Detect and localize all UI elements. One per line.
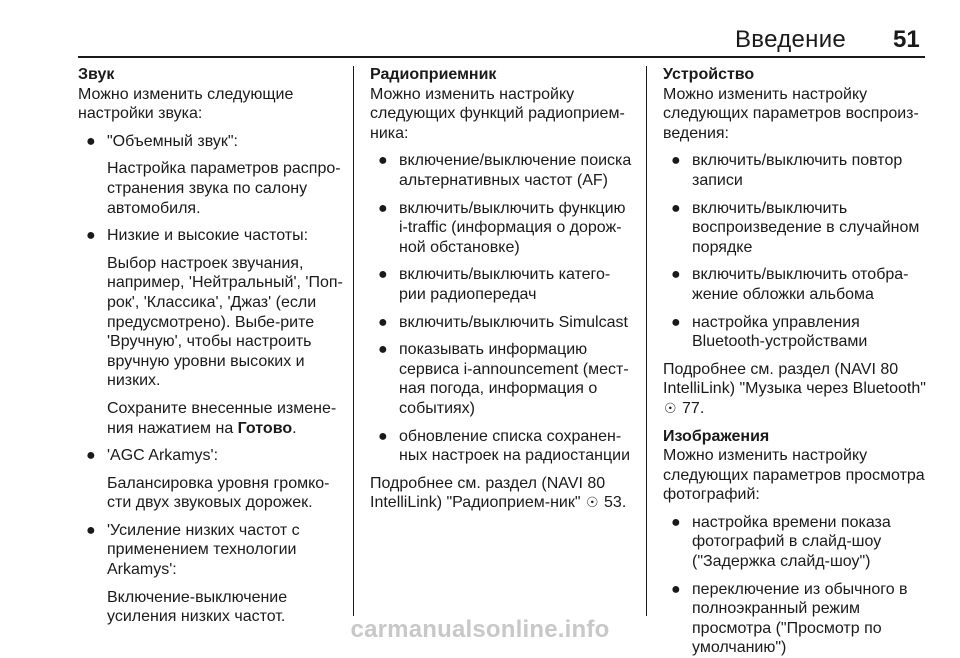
list-item-text: включить/выключить функцию i-traffic (информация о дорож-ной обстановке) [399,199,626,256]
column-device [663,65,929,658]
bullet: ● [378,427,388,445]
list-item-title: 'Усиление низких частот с применением технологии Arkamys': [107,521,300,579]
list-item-text: включить/выключить катего-рии радиопередач [399,266,611,303]
bullet: ● [378,341,388,359]
bullet: ● [378,266,388,284]
bullet: ● [671,152,681,170]
list-item [370,427,636,466]
list-item [78,226,348,438]
list-item-title: 'AGC Arkamys': [107,447,219,465]
section-intro-sound: Можно изменить следующие настройки звука: [78,85,294,123]
list-item-text: включение/выключение поиска альтернативных частот (AF) [399,152,632,189]
list-item [78,446,348,513]
page-number: 51 [893,26,920,53]
list-item-title: "Объемный звук": [107,132,238,150]
footer-watermark[interactable]: carmanualsonline.info [350,616,610,643]
section-heading-sound: Звук [78,66,115,83]
list-item [78,132,348,218]
section-intro-images: Можно изменить настройку следующих параметров просмотра фотографий: [663,447,925,504]
list-item [370,340,636,418]
cross-reference-text: Подробнее см. раздел (NAVI 80 IntelliLink) "Музыка через Bluetooth" [663,360,926,398]
page-reference-icon: ☉ [586,494,599,511]
bullet: ● [86,132,96,150]
list-item-text: включить/выключить повтор записи [692,152,903,189]
header-rule [78,56,925,58]
done-label: Готово [237,419,293,437]
bullet: ● [378,199,388,217]
list-item-text: настройка времени показа фотографий в слайд-шоу ("Задержка слайд-шоу") [692,513,891,571]
column-divider-1 [353,66,354,616]
bullet: ● [86,227,96,245]
bullet: ● [86,447,96,465]
list-item [370,199,636,258]
list-item [663,199,929,258]
list-item-text: включить/выключить воспроизведение в случайном порядке [692,199,920,256]
list-item [663,265,929,304]
bullet: ● [671,199,681,217]
list-item [370,151,636,190]
page-header-title: Введение [735,26,847,53]
list-item-text: включить/выключить Simulcast [399,313,628,331]
list-item-text: включить/выключить отобра-жение обложки альбома [692,266,909,303]
section-heading-radio: Радиоприемник [370,66,497,83]
list-item [370,313,636,333]
list-item-text: переключение из обычного в полноэкранный режим просмотра ("Просмотр по умолчанию") [692,580,908,657]
bullet: ● [378,313,388,331]
list-item-desc: Балансировка уровня громко-сти двух звуковых дорожек. [107,474,330,512]
column-radio [370,65,636,513]
cross-reference-page: 77. [682,399,705,417]
list-item [663,513,929,572]
section-intro-device: Можно изменить настройку следующих параметров воспроиз-ведения: [663,85,919,142]
bullet: ● [86,521,96,539]
list-item-text: обновление списка сохранен-ных настроек на радиостанции [399,427,631,465]
cross-reference-text: Подробнее см. раздел (NAVI 80 IntelliLink) "Радиоприем-ник" [370,474,606,512]
column-sound [78,65,348,627]
section-intro-radio: Можно изменить настройку следующих функций радиоприем-ника: [370,85,625,142]
list-item-title: Низкие и высокие частоты: [107,227,309,245]
list-item-text: показывать информацию сервиса i-announcement (мест-ная погода, информация о событиях) [399,341,629,417]
list-item-desc: Настройка параметров распро-странения звука по салону автомобиля. [107,160,341,217]
list-item-note: Сохраните внесенные измене-ния нажатием на Готово. [107,399,337,437]
bullet: ● [671,266,681,284]
section-heading-images: Изображения [663,427,770,445]
bullet: ● [671,580,681,598]
cross-reference [663,360,929,419]
list-item [370,265,636,304]
bullet: ● [378,152,388,170]
list-item-desc: Выбор настроек звучания, например, 'Нейтральный', 'Поп-рок', 'Классика', 'Джаз' (если предусмотрено). Выбе-рите 'Вручную', чтобы настроить вручную уровни высоких и низких. [107,254,343,390]
column-divider-2 [646,66,647,616]
list-item-text: настройка управления Bluetooth-устройствами [692,313,868,351]
list-item [78,521,348,627]
list-item [663,313,929,352]
section-heading-device: Устройство [663,66,755,83]
list-item-desc: Включение-выключение усиления низких частот. [107,588,288,626]
list-item [663,151,929,190]
cross-reference [370,474,636,513]
page-reference-icon: ☉ [664,399,677,416]
cross-reference-page: 53. [604,494,627,512]
bullet: ● [671,513,681,531]
bullet: ● [671,313,681,331]
